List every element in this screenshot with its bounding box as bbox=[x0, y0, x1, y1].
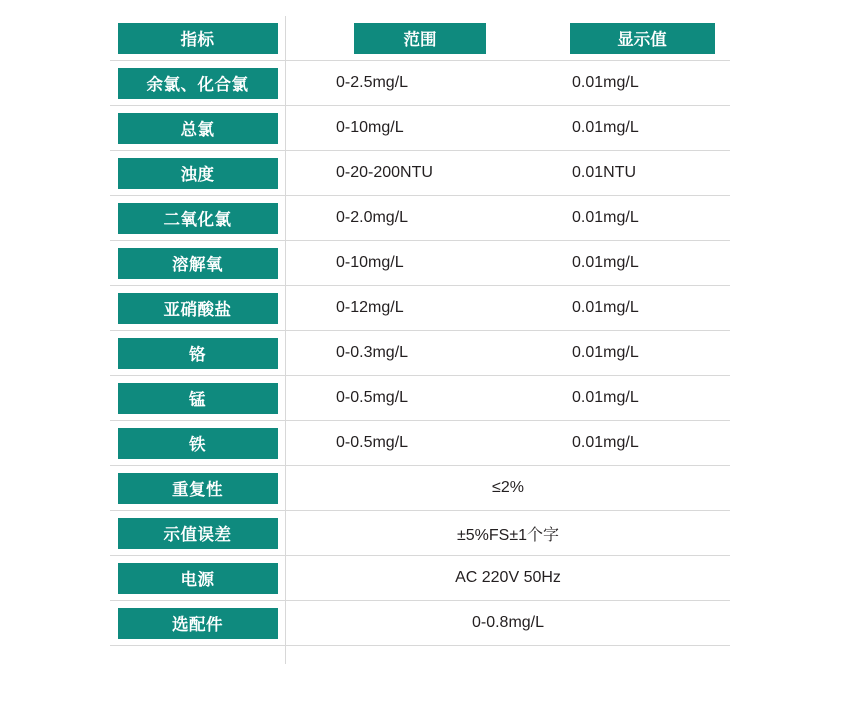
row-label-cell bbox=[110, 421, 285, 465]
table-bottom-stub bbox=[110, 646, 730, 664]
specification-table bbox=[110, 16, 730, 664]
row-label: 锰 bbox=[118, 383, 278, 414]
header-label-indicator: 指标 bbox=[118, 23, 278, 54]
table-row bbox=[110, 61, 730, 106]
row-label-cell bbox=[110, 286, 285, 330]
row-value: 0.01mg/L bbox=[572, 209, 639, 226]
row-range: 0-12mg/L bbox=[336, 299, 404, 316]
row-span-value: 0-0.8mg/L bbox=[471, 614, 545, 631]
row-range: 0-10mg/L bbox=[336, 254, 404, 271]
header-cell-range bbox=[286, 16, 554, 60]
row-label: 铬 bbox=[118, 338, 278, 369]
row-label-cell bbox=[110, 376, 285, 420]
row-range: 0-0.3mg/L bbox=[336, 344, 409, 361]
row-value: 0.01mg/L bbox=[572, 254, 639, 271]
row-label: 溶解氧 bbox=[118, 248, 278, 279]
table-row bbox=[110, 421, 730, 466]
row-label-cell bbox=[110, 556, 285, 600]
table-header-row bbox=[110, 16, 730, 61]
row-label: 重复性 bbox=[118, 473, 278, 504]
row-label-cell bbox=[110, 331, 285, 375]
stub-left bbox=[110, 646, 285, 664]
row-value: 0.01mg/L bbox=[572, 344, 639, 361]
row-value: 0.01mg/L bbox=[572, 389, 639, 406]
stub-right bbox=[286, 646, 730, 664]
row-value: 0.01mg/L bbox=[572, 74, 639, 91]
row-label-cell bbox=[110, 151, 285, 195]
row-label: 铁 bbox=[118, 428, 278, 459]
header-label-display: 显示值 bbox=[570, 23, 715, 54]
row-range: 0-0.5mg/L bbox=[336, 434, 409, 451]
row-span-value: AC 220V 50Hz bbox=[455, 569, 561, 586]
table-row bbox=[110, 331, 730, 376]
row-label: 二氧化氯 bbox=[118, 203, 278, 234]
row-label-cell bbox=[110, 196, 285, 240]
table-row bbox=[110, 196, 730, 241]
row-range: 0-2.5mg/L bbox=[336, 74, 409, 91]
row-label-cell bbox=[110, 511, 285, 555]
table-row bbox=[110, 151, 730, 196]
table-row bbox=[110, 601, 730, 646]
row-label-cell bbox=[110, 241, 285, 285]
header-cell-display bbox=[554, 16, 730, 60]
table-row bbox=[110, 241, 730, 286]
row-label: 选配件 bbox=[118, 608, 278, 639]
header-cell-indicator bbox=[110, 16, 285, 60]
table-row bbox=[110, 106, 730, 151]
row-label: 电源 bbox=[118, 563, 278, 594]
table-row bbox=[110, 511, 730, 556]
row-range: 0-2.0mg/L bbox=[336, 209, 409, 226]
row-label: 浊度 bbox=[118, 158, 278, 189]
row-label: 亚硝酸盐 bbox=[118, 293, 278, 324]
row-span-value: ≤2% bbox=[492, 479, 524, 496]
row-range: 0-20-200NTU bbox=[336, 164, 433, 181]
row-value: 0.01NTU bbox=[572, 164, 637, 181]
row-value: 0.01mg/L bbox=[572, 434, 639, 451]
row-label-cell bbox=[110, 106, 285, 150]
row-range: 0-0.5mg/L bbox=[336, 389, 409, 406]
row-label: 总氯 bbox=[118, 113, 278, 144]
header-label-range: 范围 bbox=[354, 23, 486, 54]
table-row bbox=[110, 376, 730, 421]
row-value: 0.01mg/L bbox=[572, 119, 639, 136]
table-row bbox=[110, 556, 730, 601]
row-label-cell bbox=[110, 601, 285, 645]
row-span-value: ±5%FS±1个字 bbox=[456, 526, 560, 544]
row-label: 示值误差 bbox=[118, 518, 278, 549]
row-label-cell bbox=[110, 61, 285, 105]
row-range: 0-10mg/L bbox=[336, 119, 404, 136]
table-row bbox=[110, 466, 730, 511]
table-row bbox=[110, 286, 730, 331]
row-label-cell bbox=[110, 466, 285, 510]
row-value: 0.01mg/L bbox=[572, 299, 639, 316]
row-label: 余氯、化合氯 bbox=[118, 68, 278, 99]
